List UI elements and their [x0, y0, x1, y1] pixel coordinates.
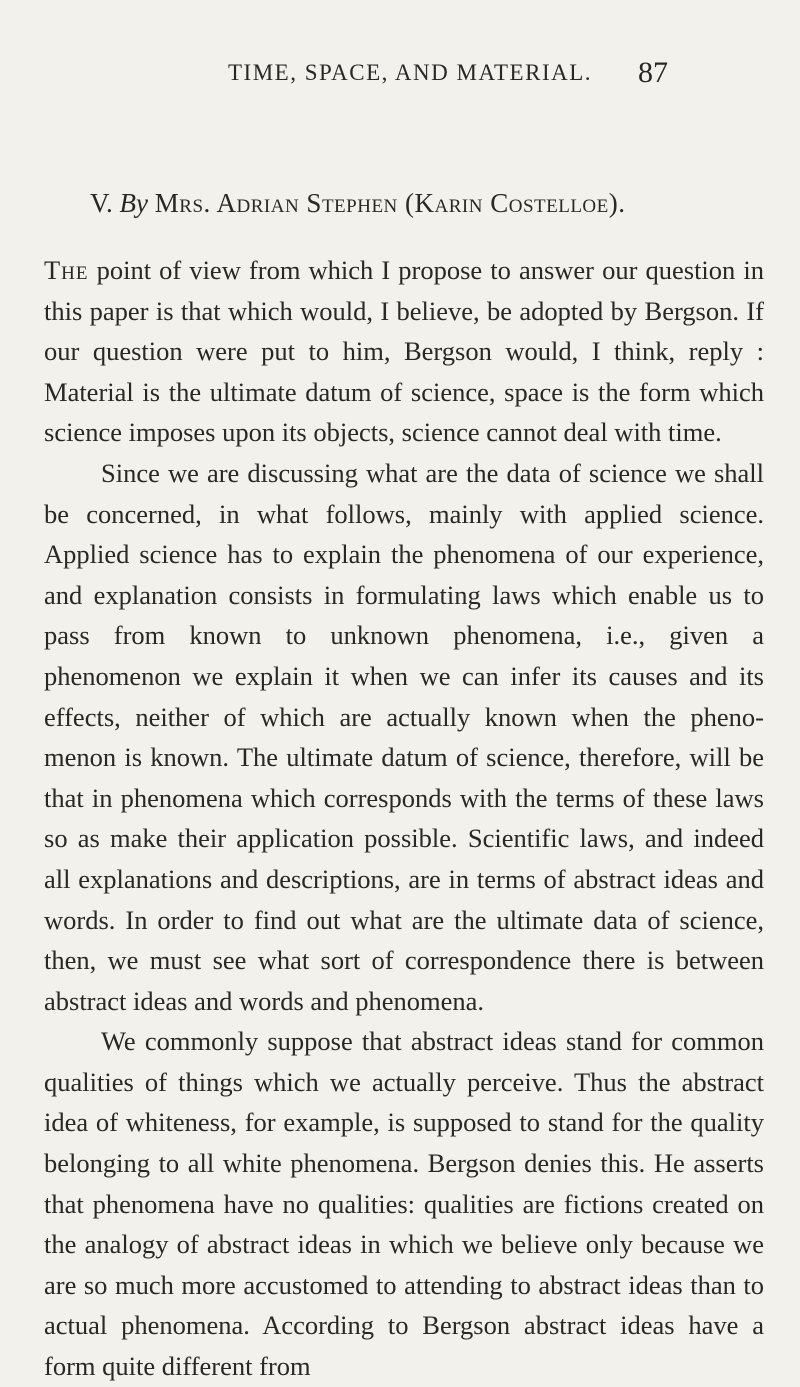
section-numeral: V.: [90, 188, 113, 218]
section-byline: By: [119, 188, 149, 218]
section-author: Mrs. Adrian Stephen (Karin Costelloe).: [154, 188, 626, 218]
section-heading: [90, 188, 790, 219]
running-head: [0, 56, 800, 92]
page-number: 87: [638, 56, 668, 89]
lead-word: The: [44, 255, 89, 285]
running-title: TIME, SPACE, AND MATERIAL.: [228, 60, 593, 85]
paragraph-1-text: point of view from which I propose to answer our question in this paper is that which would, I believe, be adopted by Bergson. If our question were put to him, Bergson would, I think, reply : Material is the ultimate datum of science, space is the form which science imposes upon its objects, science cannot deal with time.: [44, 255, 764, 448]
paragraph-2: [44, 453, 764, 1021]
body-text: [44, 250, 764, 1387]
paragraph-3-text: We commonly suppose that abstract ideas stand for common qualities of things which we actually perceive. Thus the abstract idea of whiteness, for example, is supposed to stand for the quality belonging to all white phenomena. Bergson denies this. He asserts that phenomena have no qualities: qualities are fictions created on the analogy of abstract ideas in which we believe only because we are so much more accustomed to attending to abstract ideas than to actual phenomena. According to Bergson abstract ideas have a form quite different from: [44, 1026, 764, 1382]
paragraph-3: [44, 1021, 764, 1386]
paragraph-2-text: Since we are discussing what are the data of science we shall be concerned, in what follows, mainly with applied science. Applied science has to explain the phenomena of our experience, and explanation consists in formulating laws which enable us to pass from known to unknown phenomena, i.e., given a phenomenon we explain it when we can infer its causes and its effects, neither of which are actually known when the pheno-menon is known. The ultimate datum of science, therefore, will be that in phenomena which corresponds with the terms of these laws so as make their application possible. Scientific laws, and indeed all explanations and descriptions, are in terms of abstract ideas and words. In order to find out what are the ultimate data of science, then, we must see what sort of correspondence there is between abstract ideas and words and phenomena.: [44, 457, 764, 1016]
paragraph-1: [44, 250, 764, 453]
